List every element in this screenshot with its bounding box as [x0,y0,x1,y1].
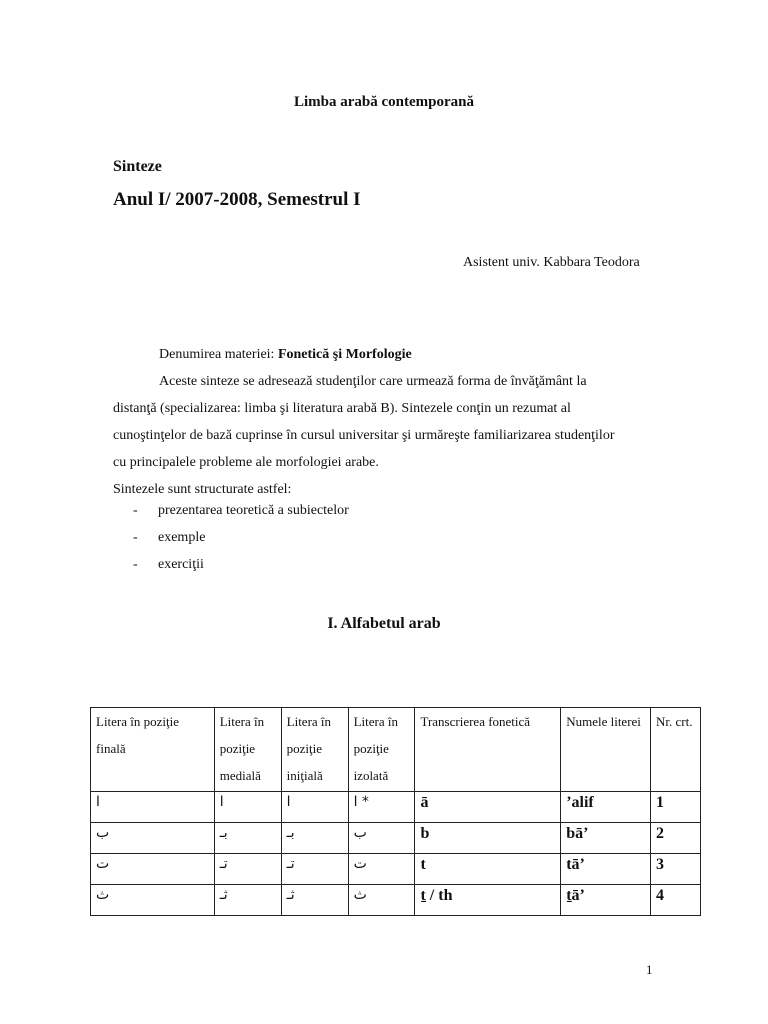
cell-transcription: b [415,823,561,854]
cell-number: 2 [651,823,701,854]
paragraph-line: cunoştinţelor de bază cuprinse în cursul universitar şi urmăreşte familiarizarea studenţilor [113,428,615,443]
cell-initial: ا [281,792,348,823]
subject-value: Fonetică şi Morfologie [277,347,412,362]
table-row [91,885,701,916]
cell-medial: ثـ [214,885,281,916]
cell-isolated: ث [348,885,415,916]
section-title: I. Alfabetul arab [327,615,441,632]
cell-letter-name: bā’ [561,823,651,854]
header-transcription: Transcrierea fonetică [415,708,561,792]
cell-initial: ثـ [281,885,348,916]
bullet-item [133,503,349,519]
cell-isolated: ب [348,823,415,854]
table-header-row [91,708,701,792]
page-number: 1 [646,962,653,977]
bullet-text: exemple [158,530,206,545]
structure-intro: Sintezele sunt structurate astfel: [113,482,292,497]
table-row [91,792,701,823]
year-semester-heading: Anul I/ 2007-2008, Semestrul I [113,189,361,210]
table-row [91,854,701,885]
bullet-item [133,530,205,546]
cell-number: 4 [651,885,701,916]
cell-letter-name: ṯā’ [561,885,651,916]
cell-initial: تـ [281,854,348,885]
paragraph-line: Aceste sinteze se adresează studenţilor care urmează forma de învăţământ la [159,374,587,389]
bullet-text: exerciţii [158,557,204,572]
bullet-marker: - [133,557,138,572]
cell-final: ث [91,885,215,916]
subject-label: Denumirea materiei: [159,347,278,362]
cell-final: ت [91,854,215,885]
header-medial-position: Litera în poziţie medială [214,708,281,792]
bullet-marker: - [133,530,138,545]
cell-isolated: ت [348,854,415,885]
cell-final: ا [91,792,215,823]
cell-medial: ا [214,792,281,823]
header-isolated-position: Litera în poziţie izolată [348,708,415,792]
cell-medial: بـ [214,823,281,854]
header-initial-position: Litera în poziţie iniţială [281,708,348,792]
table-row [91,823,701,854]
cell-transcription: ṯ / th [415,885,561,916]
bullet-text: prezentarea teoretică a subiectelor [158,503,349,518]
bullet-marker: - [133,503,138,518]
cell-letter-name: ’alif [561,792,651,823]
cell-number: 3 [651,854,701,885]
paragraph-line: distanţă (specializarea: limba şi literatura arabă B). Sintezele conţin un rezumat al [113,401,571,416]
header-letter-name: Numele literei [561,708,651,792]
cell-transcription: ā [415,792,561,823]
header-number: Nr. crt. [651,708,701,792]
cell-isolated: ا * [348,792,415,823]
alphabet-table [90,707,701,916]
cell-letter-name: tā’ [561,854,651,885]
header-final-position: Litera în poziţie finală [91,708,215,792]
cell-medial: تـ [214,854,281,885]
paragraph-line: cu principalele probleme ale morfologiei arabe. [113,455,379,470]
author-line: Asistent univ. Kabbara Teodora [463,255,640,270]
cell-initial: بـ [281,823,348,854]
document-subtitle: Sinteze [113,158,162,175]
document-title: Limba arabă contemporană [294,94,474,110]
cell-transcription: t [415,854,561,885]
cell-number: 1 [651,792,701,823]
cell-final: ب [91,823,215,854]
bullet-item [133,557,204,573]
subject-line [159,341,412,368]
